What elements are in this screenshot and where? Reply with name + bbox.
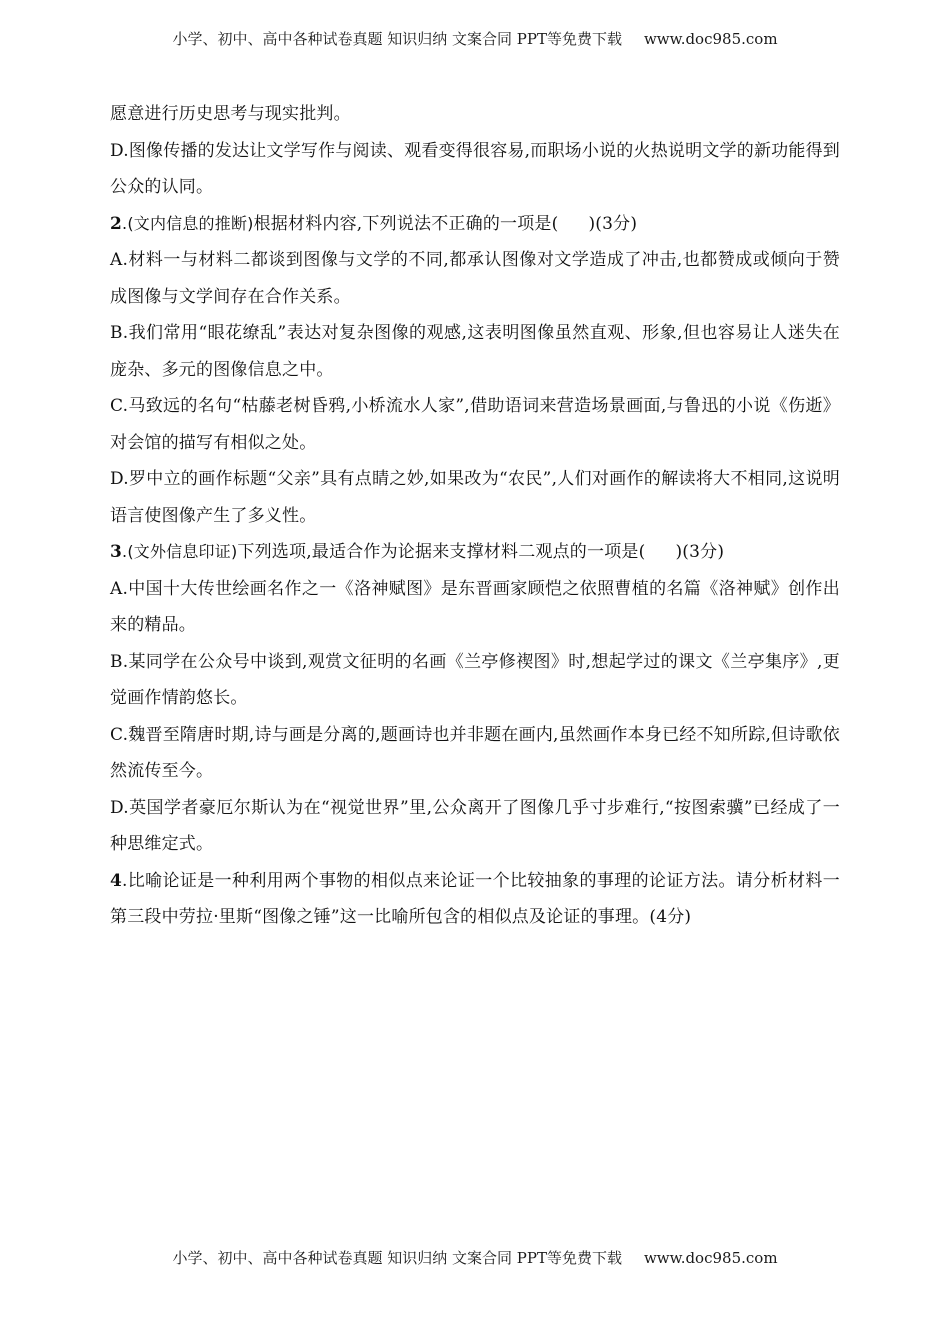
question-number: 4 <box>110 870 123 891</box>
question-2-option-d: D.罗中立的画作标题“父亲”具有点睛之妙,如果改为“农民”,人们对画作的解读将大不相同,这说明语言使图像产生了多义性。 <box>110 469 840 526</box>
question-3-option-c: C.魏晋至隋唐时期,诗与画是分离的,题画诗也并非题在画内,虽然画作本身已经不知所踪,但诗歌依然流传至今。 <box>110 724 840 781</box>
header-text: 小学、初中、高中各种试卷真题 知识归纳 文案合同 PPT等免费下载 <box>172 30 622 48</box>
question-2-option-c: C.马致远的名句“枯藤老树昏鸦,小桥流水人家”,借助语词来营造场景画面,与鲁迅的小说《伤逝》对会馆的描写有相似之处。 <box>110 396 840 453</box>
question-number: 2 <box>110 213 123 234</box>
question-score: )(3分) <box>588 213 638 234</box>
question-2-option-a: A.材料一与材料二都谈到图像与文学的不同,都承认图像对文学造成了冲击,也都赞成或倾向于赞成图像与文学间存在合作关系。 <box>110 250 840 307</box>
question-4-stem <box>110 863 840 936</box>
header-url[interactable]: www.doc985.com <box>643 30 778 48</box>
question-text: 下列选项,最适合作为论据来支撑材料二观点的一项是( <box>237 542 646 562</box>
question-3-stem <box>110 534 840 571</box>
question-2-stem <box>110 206 840 243</box>
document-body <box>110 96 840 936</box>
paragraph-continuation: 愿意进行历史思考与现实批判。 <box>110 104 351 124</box>
footer-url[interactable]: www.doc985.com <box>643 1249 778 1267</box>
question-2-option-b: B.我们常用“眼花缭乱”表达对复杂图像的观感,这表明图像虽然直观、形象,但也容易让人迷失在庞杂、多元的图像信息之中。 <box>110 323 840 380</box>
question-text: .比喻论证是一种利用两个事物的相似点来论证一个比较抽象的事理的论证方法。请分析材料一第三段中劳拉·里斯“图像之锤”这一比喻所包含的相似点及论证的事理。(4分) <box>110 870 840 927</box>
question-3-option-b: B.某同学在公众号中谈到,观赏文征明的名画《兰亭修禊图》时,想起学过的课文《兰亭集序》,更觉画作情韵悠长。 <box>110 651 840 708</box>
option-d-previous: D.图像传播的发达让文学写作与阅读、观看变得很容易,而职场小说的火热说明文学的新功能得到公众的认同。 <box>110 140 840 197</box>
question-text: 根据材料内容,下列说法不正确的一项是( <box>253 213 559 234</box>
question-tag: .(文外信息印证) <box>122 542 238 561</box>
question-number: 3 <box>110 542 123 562</box>
question-3-option-a: A.中国十大传世绘画名作之一《洛神赋图》是东晋画家顾恺之依照曹植的名篇《洛神赋》创作出来的精品。 <box>110 578 840 635</box>
page-header <box>0 28 950 49</box>
footer-text: 小学、初中、高中各种试卷真题 知识归纳 文案合同 PPT等免费下载 <box>172 1249 622 1267</box>
question-tag: .(文内信息的推断) <box>122 213 254 233</box>
page-footer <box>0 1247 950 1268</box>
question-3-option-d: D.英国学者豪厄尔斯认为在“视觉世界”里,公众离开了图像几乎寸步难行,“按图索骥”已经成了一种思维定式。 <box>110 797 840 854</box>
question-score: )(3分) <box>675 542 725 562</box>
